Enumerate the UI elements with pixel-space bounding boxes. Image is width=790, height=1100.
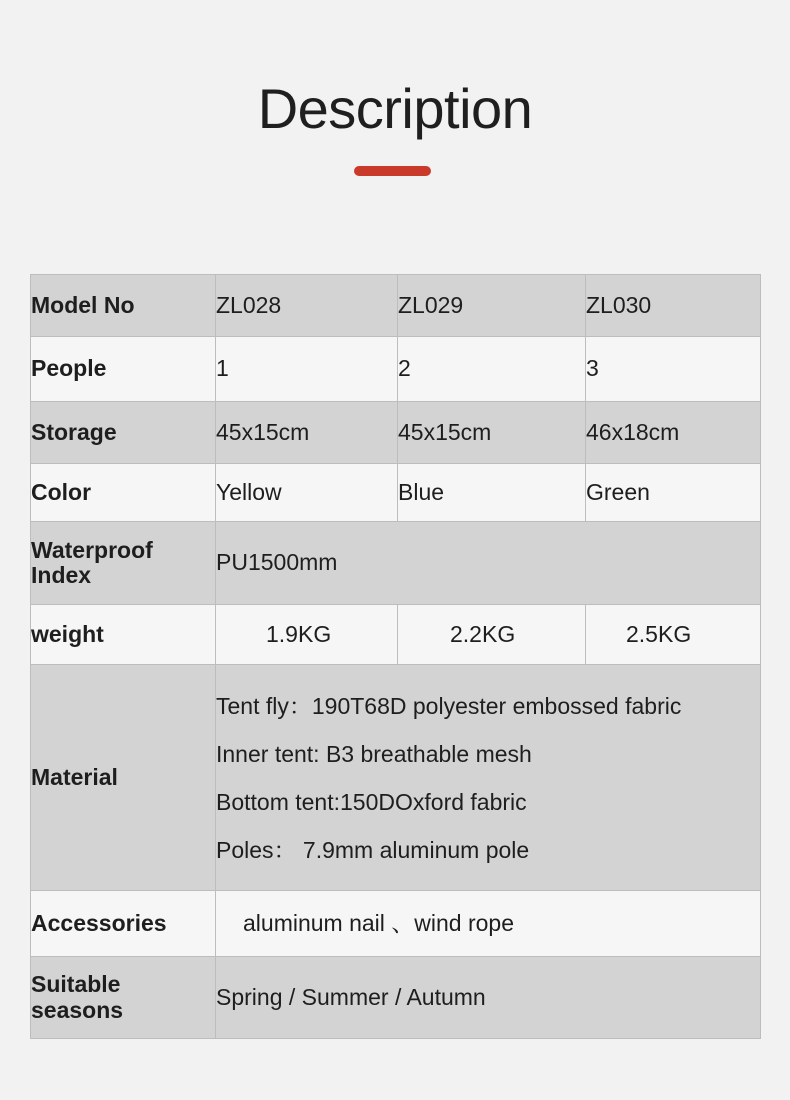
cell-storage-2: 45x15cm <box>398 402 586 464</box>
table-row <box>31 464 761 522</box>
cell-people-1: 1 <box>216 337 398 402</box>
row-label-people: People <box>31 337 216 402</box>
table-row <box>31 665 761 891</box>
cell-weight-2: 2.2KG <box>398 605 586 665</box>
page-title: Description <box>257 77 533 140</box>
table-row <box>31 605 761 665</box>
cell-weight-3: 2.5KG <box>586 605 761 665</box>
table-row <box>31 402 761 464</box>
cell-people-3: 3 <box>586 337 761 402</box>
cell-people-2: 2 <box>398 337 586 402</box>
table-row <box>31 522 761 605</box>
row-label-model: Model No <box>31 275 216 337</box>
cell-storage-3: 46x18cm <box>586 402 761 464</box>
table-row <box>31 957 761 1039</box>
material-line: Inner tent: B3 breathable mesh <box>216 740 532 767</box>
table-row <box>31 275 761 337</box>
cell-model-2: ZL029 <box>398 275 586 337</box>
cell-seasons: Spring / Summer / Autumn <box>216 957 761 1039</box>
cell-accessories: aluminum nail 、wind rope <box>216 891 761 957</box>
cell-model-1: ZL028 <box>216 275 398 337</box>
cell-storage-1: 45x15cm <box>216 402 398 464</box>
row-label-seasons: Suitable seasons <box>31 957 216 1039</box>
row-label-accessories: Accessories <box>31 891 216 957</box>
spec-table <box>30 274 761 1039</box>
table-row <box>31 891 761 957</box>
cell-material <box>216 665 761 891</box>
cell-color-1: Yellow <box>216 464 398 522</box>
row-label-waterproof: Waterproof Index <box>31 522 216 605</box>
material-line: Bottom tent:150DOxford fabric <box>216 788 527 815</box>
cell-model-3: ZL030 <box>586 275 761 337</box>
material-line: Poles： 7.9mm aluminum pole <box>216 836 530 863</box>
cell-color-3: Green <box>586 464 761 522</box>
cell-color-2: Blue <box>398 464 586 522</box>
row-label-color: Color <box>31 464 216 522</box>
table-row <box>31 337 761 402</box>
row-label-material: Material <box>31 665 216 891</box>
title-accent-bar <box>354 166 431 176</box>
material-line: Tent fly：190T68D polyester embossed fabric <box>216 692 682 719</box>
cell-weight-1: 1.9KG <box>216 605 398 665</box>
row-label-storage: Storage <box>31 402 216 464</box>
row-label-weight: weight <box>31 605 216 665</box>
cell-waterproof: PU1500mm <box>216 522 761 605</box>
